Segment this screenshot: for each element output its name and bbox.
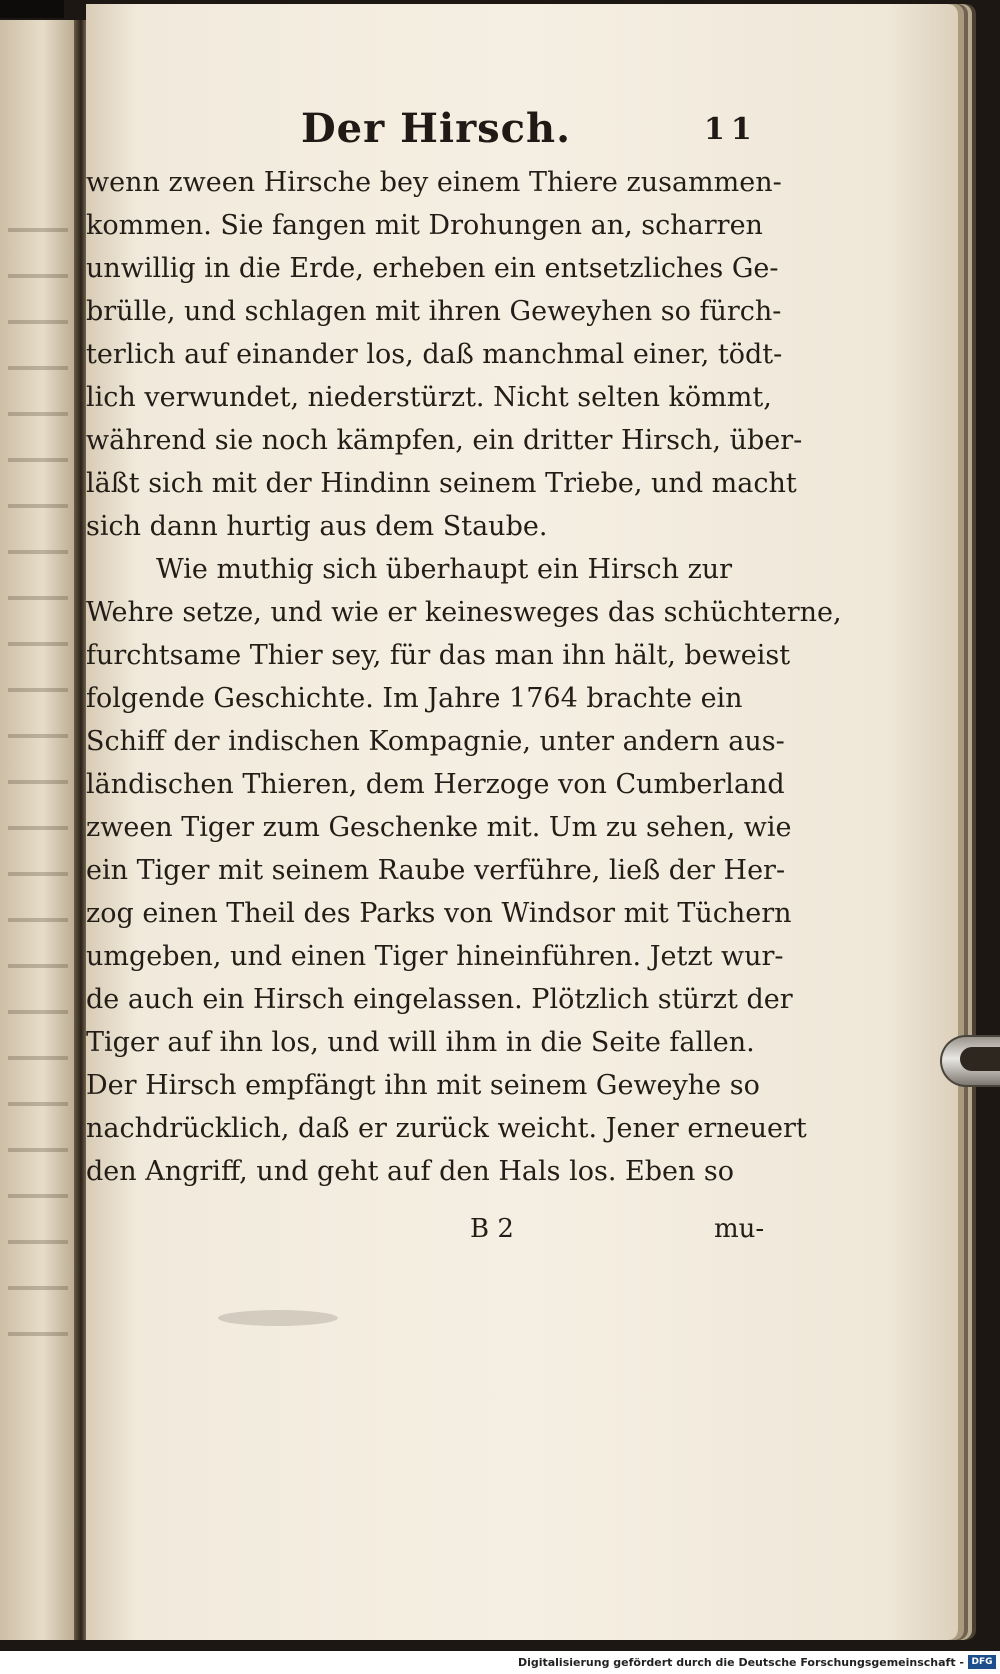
text-line: umgeben, und einen Tiger hineinführen. Jetzt wur- [86, 941, 784, 972]
text-line: furchtsame Thier sey, für das man ihn hält, beweist [86, 640, 791, 671]
text-line: Der Hirsch empfängt ihn mit seinem Geweyhe so [86, 1070, 760, 1101]
funding-credit: Digitalisierung gefördert durch die Deutsche Forschungsgemeinschaft - [517, 1656, 964, 1669]
clip-opening [960, 1047, 1000, 1071]
page-foot-marks [86, 1209, 958, 1249]
text-line: folgende Geschichte. Im Jahre 1764 brachte ein [86, 683, 743, 714]
text-line: Wie muthig sich überhaupt ein Hirsch zur [156, 554, 733, 585]
text-line: Tiger auf ihn los, und will ihm in die Seite fallen. [86, 1027, 755, 1058]
digitization-footer [0, 1651, 1000, 1674]
scan-id-strip [0, 0, 64, 18]
paper-smudge [218, 1310, 338, 1326]
text-line: wenn zween Hirsche bey einem Thiere zusammen- [86, 167, 782, 198]
text-line: kommen. Sie fangen mit Drohungen an, scharren [86, 210, 763, 241]
text-line: terlich auf einander los, daß manchmal einer, tödt- [86, 339, 783, 370]
text-line: zog einen Theil des Parks von Windsor mit Tüchern [86, 898, 792, 929]
dfg-logo: DFG [968, 1655, 996, 1669]
text-line: sich dann hurtig aus dem Staube. [86, 511, 548, 542]
text-line: de auch ein Hirsch eingelassen. Plötzlich stürzt der [86, 984, 793, 1015]
text-line: unwillig in die Erde, erheben ein entsetzliches Ge- [86, 253, 779, 284]
text-line: ländischen Thieren, dem Herzoge von Cumberland [86, 769, 785, 800]
text-line: brülle, und schlagen mit ihren Geweyhen so fürch- [86, 296, 782, 327]
text-line: den Angriff, und geht auf den Hals los. Eben so [86, 1156, 735, 1187]
text-line: nachdrücklich, daß er zurück weicht. Jener erneuert [86, 1113, 807, 1144]
page-clip [940, 1035, 1000, 1087]
text-line: läßt sich mit der Hindinn seinem Triebe, und macht [86, 468, 797, 499]
catchword: mu- [714, 1214, 765, 1244]
running-title: Der Hirsch. [300, 105, 572, 152]
text-line: zween Tiger zum Geschenke mit. Um zu sehen, wie [86, 812, 792, 843]
text-line: Wehre setze, und wie er keinesweges das schüchterne, [86, 597, 842, 628]
page-number: 11 [704, 112, 758, 147]
text-line: Schiff der indischen Kompagnie, unter andern aus- [86, 726, 785, 757]
text-line: während sie noch kämpfen, ein dritter Hirsch, über- [86, 425, 803, 456]
right-page [86, 4, 958, 1640]
page-header [86, 104, 958, 154]
left-page-edge [0, 20, 78, 1640]
left-page-bleed-text [8, 210, 68, 1360]
signature-mark: B 2 [470, 1214, 514, 1244]
text-line: ein Tiger mit seinem Raube verführe, ließ der Her- [86, 855, 786, 886]
text-line: lich verwundet, niederstürzt. Nicht selten kömmt, [86, 382, 772, 413]
